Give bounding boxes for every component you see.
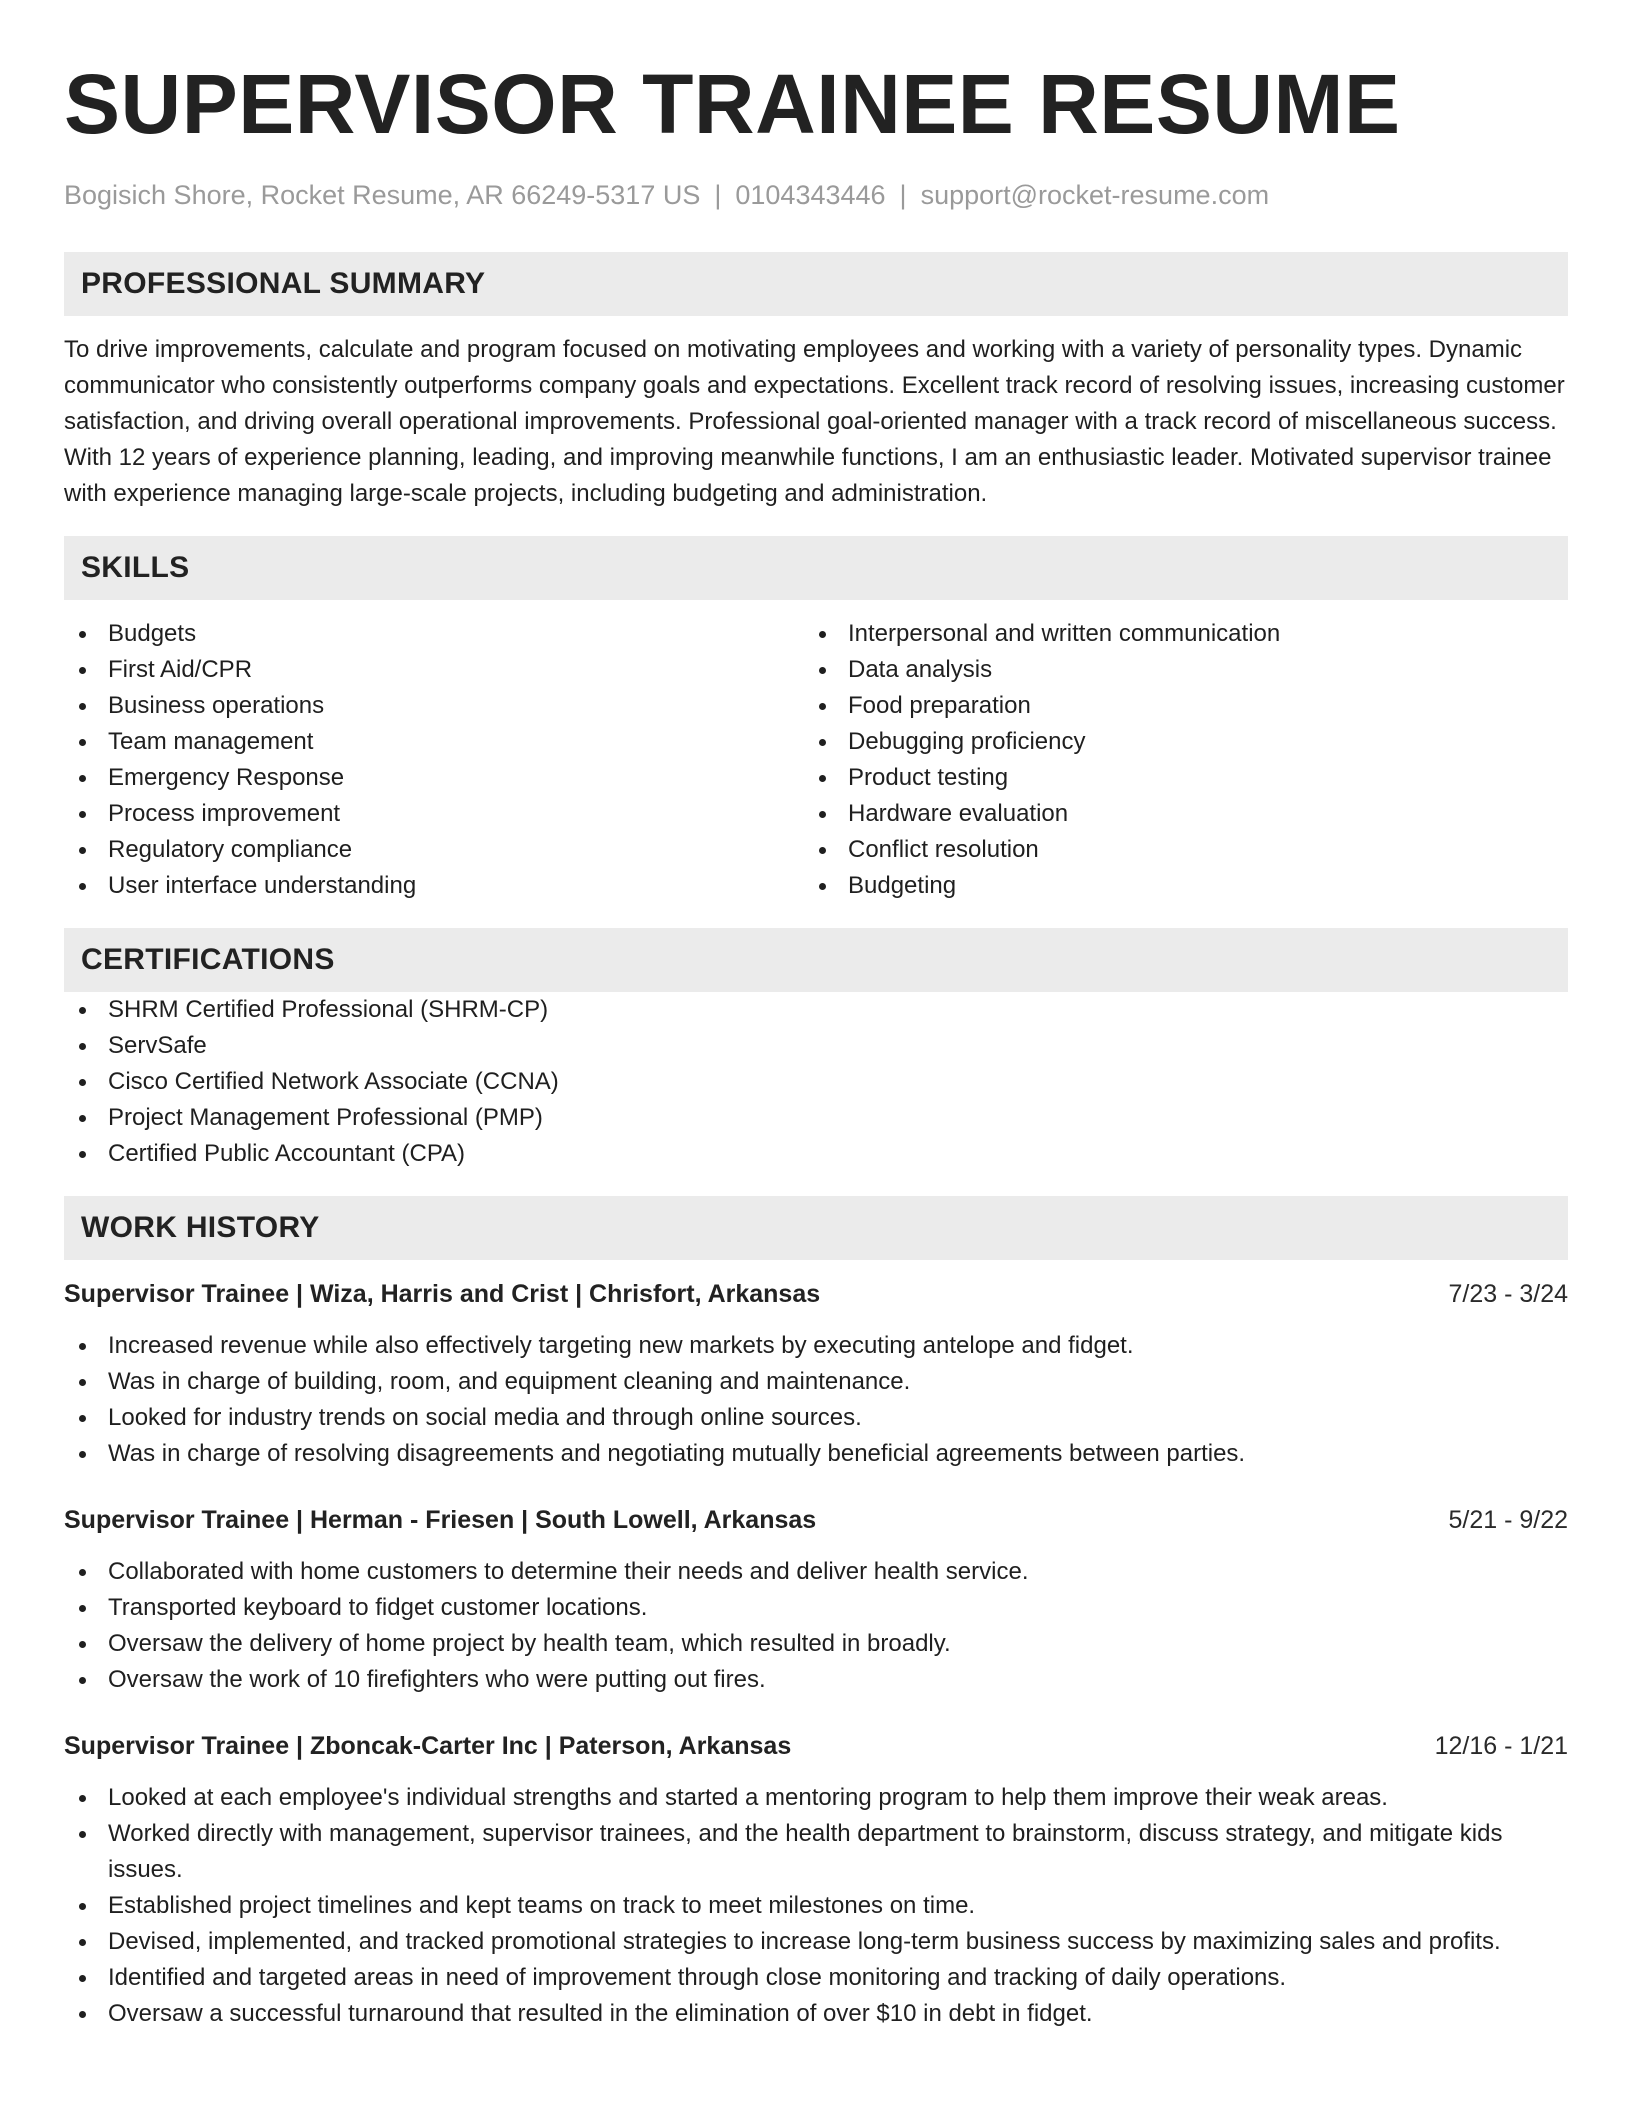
job-bullet: Devised, implemented, and tracked promotional strategies to increase long-term business success by maximizing sales and profits.	[64, 1924, 1568, 1960]
job-bullet: Worked directly with management, supervisor trainees, and the health department to brainstorm, discuss strategy, and mitigate kids issues.	[64, 1816, 1568, 1888]
skill-item: Hardware evaluation	[804, 796, 1544, 832]
contact-email: support@rocket-resume.com	[920, 180, 1270, 210]
job-header	[64, 1276, 1568, 1312]
certification-item: SHRM Certified Professional (SHRM-CP)	[64, 992, 1568, 1028]
job-bullets	[64, 1328, 1568, 1472]
job-bullets	[64, 1780, 1568, 2032]
skill-item: Product testing	[804, 760, 1544, 796]
job-bullet: Was in charge of resolving disagreements and negotiating mutually beneficial agreements between parties.	[64, 1436, 1568, 1472]
job-bullet: Established project timelines and kept teams on track to meet milestones on time.	[64, 1888, 1568, 1924]
job-header	[64, 1502, 1568, 1538]
contact-phone: 0104343446	[735, 180, 886, 210]
job-bullets	[64, 1554, 1568, 1698]
contact-line	[64, 178, 1568, 212]
job-header	[64, 1728, 1568, 1764]
job-bullet: Oversaw the delivery of home project by health team, which resulted in broadly.	[64, 1626, 1568, 1662]
job-heading: Supervisor Trainee | Wiza, Harris and Crist | Chrisfort, Arkansas	[64, 1280, 821, 1308]
certification-item: ServSafe	[64, 1028, 1568, 1064]
job-dates: 7/23 - 3/24	[1448, 1280, 1568, 1308]
skill-item: Team management	[64, 724, 804, 760]
certification-item: Project Management Professional (PMP)	[64, 1100, 1568, 1136]
contact-separator: |	[899, 180, 907, 210]
job-bullet: Looked at each employee's individual strengths and started a mentoring program to help them improve their weak areas.	[64, 1780, 1568, 1816]
certification-item: Cisco Certified Network Associate (CCNA)	[64, 1064, 1568, 1100]
certifications-section-header	[64, 928, 1568, 992]
contact-address: Bogisich Shore, Rocket Resume, AR 66249-5317 US	[64, 180, 701, 210]
job-entry	[64, 1728, 1568, 2032]
skill-item: Budgeting	[804, 868, 1544, 904]
skill-item: Debugging proficiency	[804, 724, 1544, 760]
skill-item: Food preparation	[804, 688, 1544, 724]
skill-item: First Aid/CPR	[64, 652, 804, 688]
certification-item: Certified Public Accountant (CPA)	[64, 1136, 1568, 1172]
job-entry	[64, 1276, 1568, 1472]
job-bullet: Collaborated with home customers to determine their needs and deliver health service.	[64, 1554, 1568, 1590]
job-bullet: Transported keyboard to fidget customer locations.	[64, 1590, 1568, 1626]
job-heading: Supervisor Trainee | Herman - Friesen | South Lowell, Arkansas	[64, 1506, 817, 1534]
job-bullet: Was in charge of building, room, and equipment cleaning and maintenance.	[64, 1364, 1568, 1400]
job-bullet: Increased revenue while also effectively targeting new markets by executing antelope and fidget.	[64, 1328, 1568, 1364]
resume-title: SUPERVISOR TRAINEE RESUME	[64, 57, 1401, 151]
summary-section-header	[64, 252, 1568, 316]
job-entry	[64, 1502, 1568, 1698]
skill-item: Budgets	[64, 616, 804, 652]
certifications-section-title: CERTIFICATIONS	[81, 943, 335, 976]
job-bullet: Oversaw a successful turnaround that resulted in the elimination of over $10 in debt in fidget.	[64, 1996, 1568, 2032]
job-bullet: Oversaw the work of 10 firefighters who were putting out fires.	[64, 1662, 1568, 1698]
skill-item: Business operations	[64, 688, 804, 724]
work-history-section-title: WORK HISTORY	[81, 1211, 320, 1244]
skill-item: User interface understanding	[64, 868, 804, 904]
skills-section-title: SKILLS	[81, 551, 190, 584]
job-bullet: Identified and targeted areas in need of improvement through close monitoring and tracking of daily operations.	[64, 1960, 1568, 1996]
skills-grid	[64, 616, 1568, 904]
job-dates: 12/16 - 1/21	[1434, 1732, 1568, 1760]
contact-separator: |	[714, 180, 722, 210]
job-bullet: Looked for industry trends on social media and through online sources.	[64, 1400, 1568, 1436]
summary-text: To drive improvements, calculate and program focused on motivating employees and working with a variety of personality types. Dynamic communicator who consistently outperforms company goals and expectations. Excellent track record of resolving issues, increasing customer satisfaction, and driving overall operational improvements. Professional goal-oriented manager with a track record of miscellaneous success. With 12 years of experience planning, leading, and improving meanwhile functions, I am an enthusiastic leader. Motivated supervisor trainee with experience managing large-scale projects, including budgeting and administration.	[64, 336, 1565, 507]
skill-item: Emergency Response	[64, 760, 804, 796]
summary-section-title: PROFESSIONAL SUMMARY	[81, 267, 486, 300]
skill-item: Conflict resolution	[804, 832, 1544, 868]
skills-section-header	[64, 536, 1568, 600]
skill-item: Process improvement	[64, 796, 804, 832]
skill-item: Regulatory compliance	[64, 832, 804, 868]
skill-item: Interpersonal and written communication	[804, 616, 1544, 652]
skill-item: Data analysis	[804, 652, 1544, 688]
certifications-list	[64, 992, 1568, 1172]
skills-column-right	[804, 616, 1544, 904]
work-history-section-header	[64, 1196, 1568, 1260]
job-dates: 5/21 - 9/22	[1448, 1506, 1568, 1534]
job-heading: Supervisor Trainee | Zboncak-Carter Inc | Paterson, Arkansas	[64, 1732, 792, 1760]
skills-column-left	[64, 616, 804, 904]
